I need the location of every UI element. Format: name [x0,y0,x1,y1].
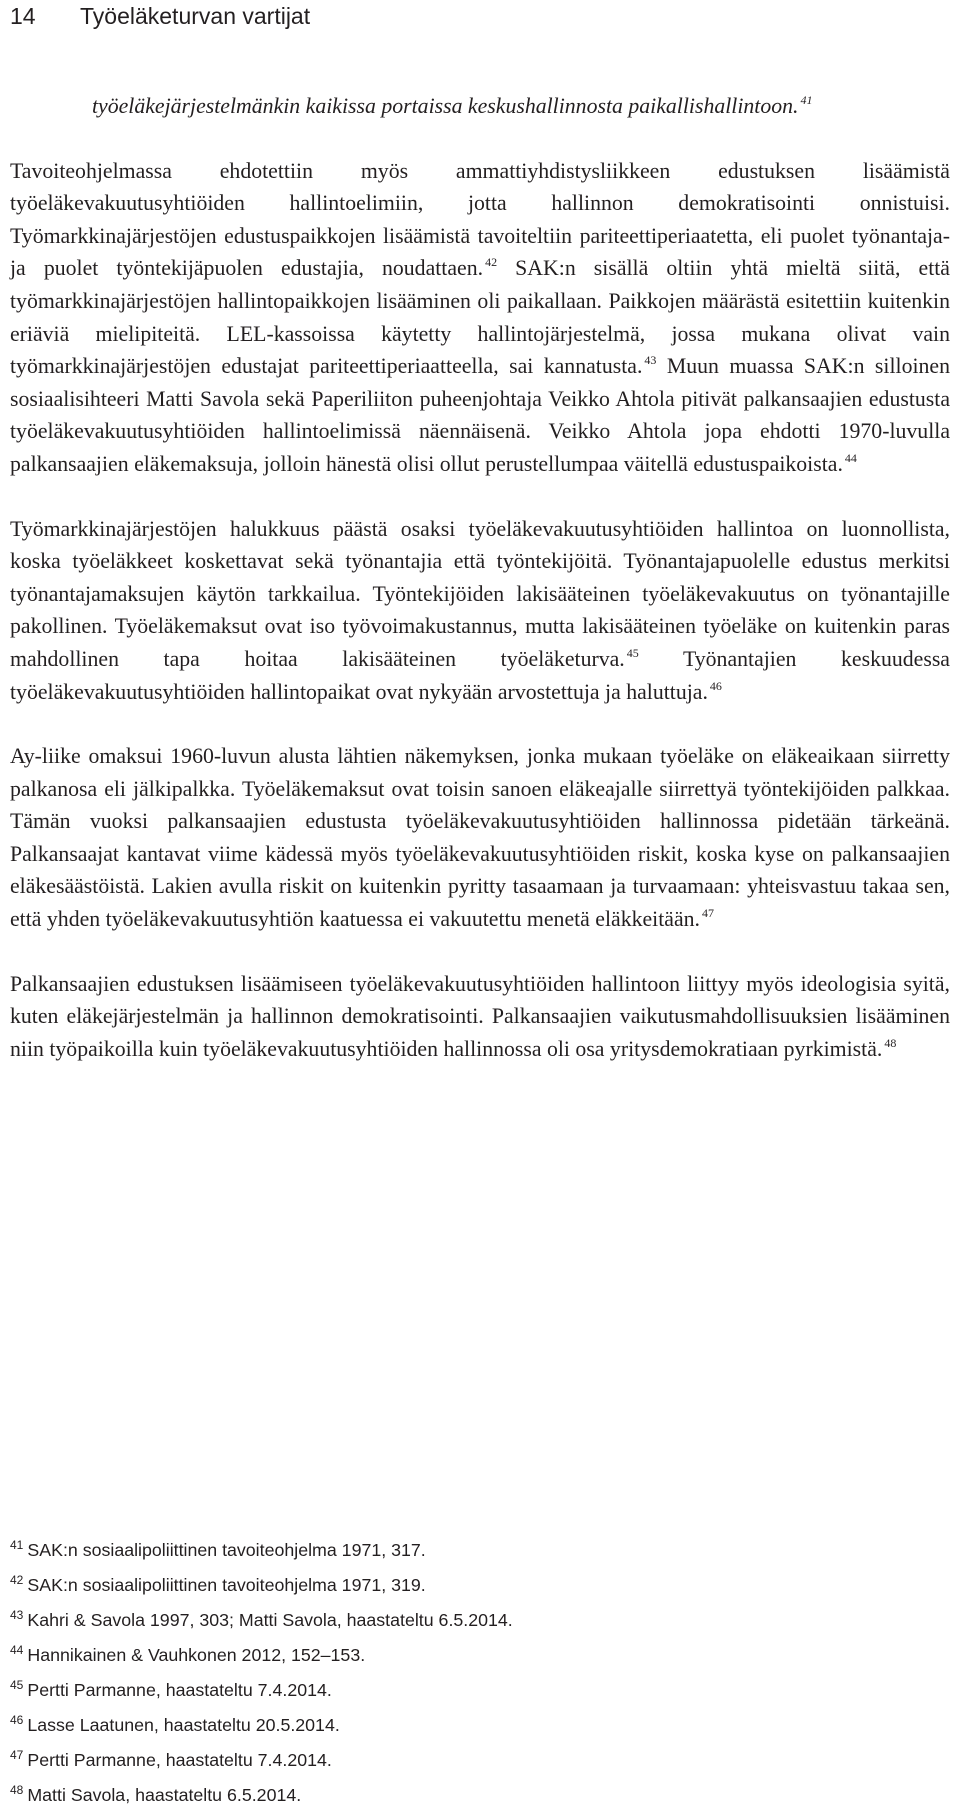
footnote-number: 45 [10,1678,24,1692]
footnote-ref: 44 [844,450,857,465]
footnote-text: SAK:n sosiaalipoliittinen tavoiteohjelma 1971, 319. [27,1575,426,1595]
footnote-text: SAK:n sosiaalipoliittinen tavoiteohjelma 1971, 317. [27,1540,426,1560]
footnote-number: 47 [10,1748,24,1762]
body-text [10,90,950,1097]
paragraph-text: Muun muassa SAK:n silloinen sosiaalisihteeri Matti Savola sekä Paperiliiton puheenjohtaja Veikko Ahtola pitivät palkansaajien edustusta työeläkevakuutusyhtiöiden hallintoelimissä näennäisenä. Veikko Ahtola jopa ehdotti 1970-luvulla palkansaajien eläkemaksuja, jolloin hänestä olisi ollut perustellumpaa väitellä edustuspaikoista. [10,354,950,476]
footnote-number: 43 [10,1608,24,1622]
footnote-text: Matti Savola, haastateltu 6.5.2014. [27,1785,302,1805]
footnote-number: 44 [10,1643,24,1657]
paragraph [10,740,950,936]
footnote-ref: 45 [626,645,639,660]
footnote-text: Hannikainen & Vauhkonen 2012, 152–153. [27,1645,366,1665]
footnote [10,1530,950,1565]
paragraph-text: Palkansaajien edustuksen lisäämiseen työeläkevakuutusyhtiöiden hallintoon liittyy myös ideologisia syitä, kuten eläkejärjestelmän ja hallinnon demokratisointi. Palkansaajien vaikutusmahdollisuuksien lisääminen niin työpaikoilla kuin työeläkevakuutusyhtiöiden hallinnossa oli osa yritysdemokratiaan pyrkimistä. [10,971,950,1061]
footnote-text: Lasse Laatunen, haastateltu 20.5.2014. [27,1715,340,1735]
paragraph-text: työeläkejärjestelmänkin kaikissa portaissa keskushallinnosta paikallishallintoon. [92,94,799,118]
footnote [10,1670,950,1705]
paragraph [10,513,950,709]
paragraph [10,155,950,481]
footnote-ref: 47 [702,906,714,921]
paragraph-text: SAK:n sisällä oltiin yhtä mieltä siitä, että työmarkkinajärjestöjen hallintopaikkojen lisääminen oli paikallaan. Paikkojen määrästä esitettiin kuitenkin eriäviä mielipiteitä. LEL-kassoissa käytetty hallintojärjestelmä, jossa mukana olivat vain työmarkkinajärjestöjen edustajat pariteettiperiaatteella, sai kannatusta. [10,256,950,379]
footnote-text: Kahri & Savola 1997, 303; Matti Savola, haastateltu 6.5.2014. [27,1610,513,1630]
footnote [10,1635,950,1670]
paragraph-text: Tavoiteohjelmassa ehdotettiin myös ammattiyhdistysliikkeen edustuksen lisäämistä työeläkevakuutusyhtiöiden hallintoelimiin, jotta hallinnon demokratisointi onnistuisi. Työmarkkinajärjestöjen edustuspaikkojen lisäämistä tavoiteltiin pariteettiperiaatetta, eli puolet työnantaja- ja puolet työntekijäpuolen edustajia, noudattaen. [10,158,950,281]
footnote-number: 48 [10,1783,24,1797]
paragraph [10,968,950,1066]
running-title: Työeläketurvan vartijat [80,3,311,29]
footnote-ref: 41 [800,93,813,107]
footnote-ref: 43 [644,353,657,368]
footnote-ref: 42 [485,255,498,270]
footnote-text: Pertti Parmanne, haastateltu 7.4.2014. [27,1750,332,1770]
footnote-ref: 48 [884,1035,897,1050]
footnotes [10,1530,950,1810]
page-header [10,2,950,30]
footnote-ref: 46 [709,678,722,693]
footnote-number: 41 [10,1538,24,1552]
paragraph-text: Työnantajien keskuudessa työeläkevakuutusyhtiöiden hallintopaikat ovat nykyään arvostettuja ja haluttuja. [10,646,950,704]
paragraph-text: Ay-liike omaksui 1960-luvun alusta lähtien näkemyksen, jonka mukaan työeläke on eläkeaikaan siirretty palkanosa eli jälkipalkka. Työeläkemaksut ovat toisin sanoen eläkeajalle siirrettyä työntekijöiden palkkaa. Tämän vuoksi palkansaajien edustusta työeläkevakuutusyhtiöiden hallinnossa pidetään tärkeänä. Palkansaajat kantavat viime kädessä myös työeläkevakuutusyhtiöiden riskit, koska kyse on palkansaajien eläkesäästöistä. Lakien avulla riskit on kuitenkin pyritty tasaamaan ja turvaamaan: yhteisvastuu takaa sen, että yhden työeläkevakuutusyhtiön kaatuessa ei vakuutettu menetä eläkkeitään. [10,744,950,932]
footnote [10,1705,950,1740]
footnote [10,1565,950,1600]
footnote-text: Pertti Parmanne, haastateltu 7.4.2014. [27,1680,332,1700]
footnote-number: 46 [10,1713,24,1727]
footnote [10,1740,950,1775]
footnote-number: 42 [10,1573,24,1587]
footnote [10,1775,950,1810]
paragraph-continuation [10,90,950,123]
page-number: 14 [10,3,36,29]
paragraph-text: Työmarkkinajärjestöjen halukkuus päästä osaksi työeläkevakuutusyhtiöiden hallintoa on luonnollista, koska työeläkkeet koskettavat sekä työnantajia että työntekijöitä. Työnantajapuolelle edustus merkitsi työnantajamaksujen käytön tarkkailua. Työntekijöiden lakisääteinen työeläkevakuutus on työnantajille pakollinen. Työeläkemaksut ovat iso työvoimakustannus, mutta lakisääteinen työeläke on kuitenkin paras mahdollinen tapa hoitaa lakisääteinen työeläketurva. [10,516,950,671]
footnote [10,1600,950,1635]
